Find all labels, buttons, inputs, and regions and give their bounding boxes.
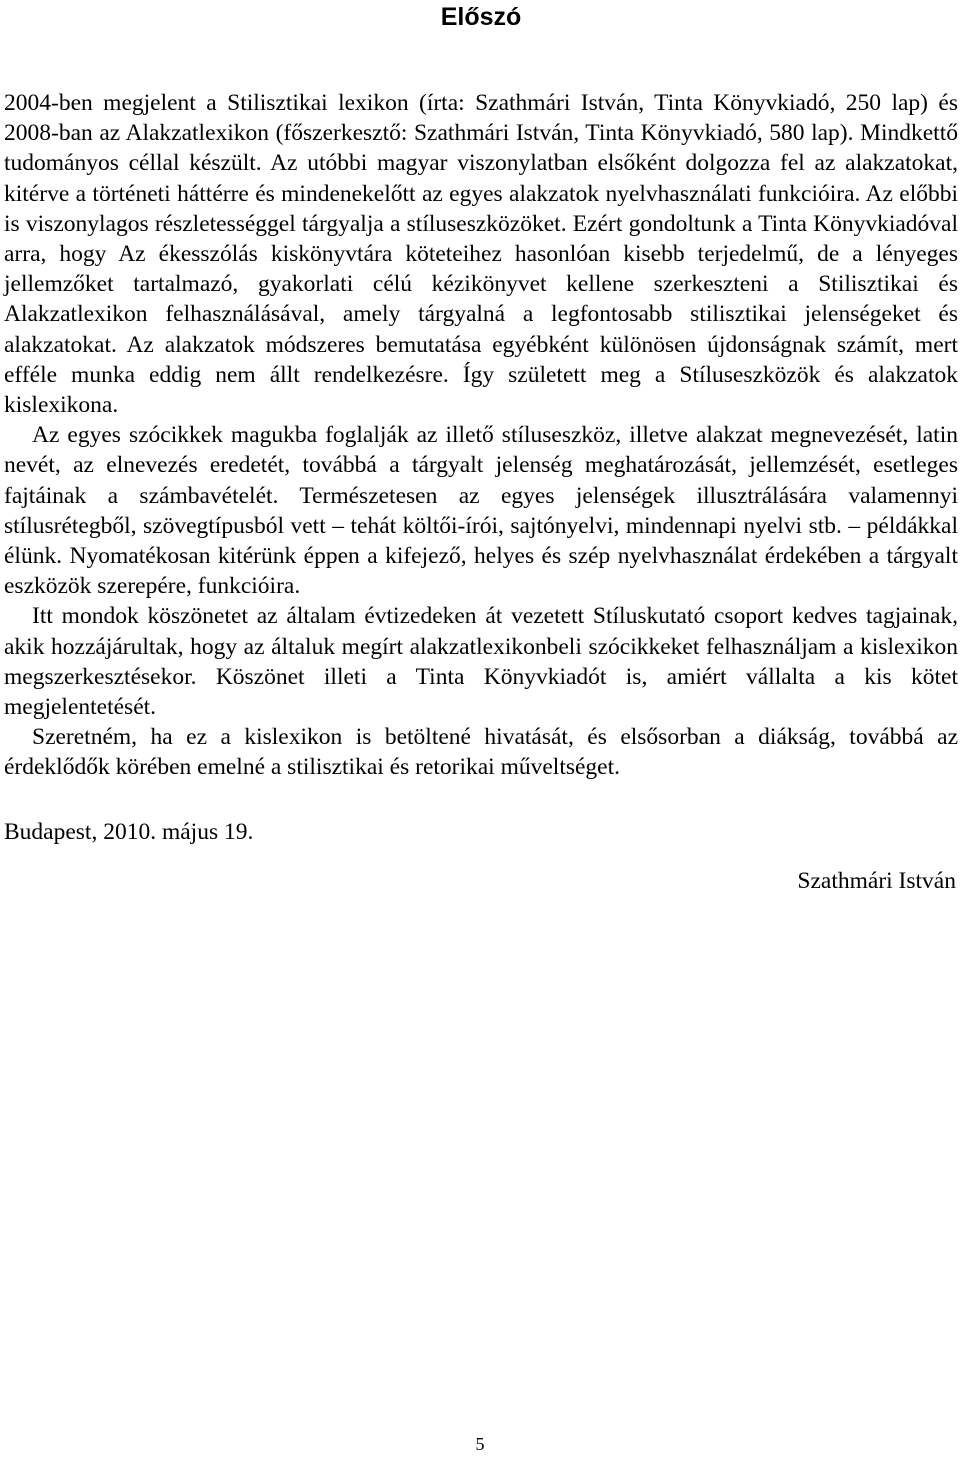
page-title: Előszó [440, 3, 522, 31]
paragraph-4: Szeretném, ha ez a kislexikon is betöltené hivatását, és elsősorban a diákság, továbbá az érdeklődők körében emelné a stilisztikai és retorikai műveltséget. [4, 724, 958, 781]
paragraph-1: 2004-ben megjelent a Stilisztikai lexikon (írta: Szathmári István, Tinta Könyvkiadó, 250 lap) és 2008-ban az Alakzatlexikon (főszerkesztő: Szathmári István, Tinta Könyvkiadó, 580 lap). Mindkettő tudományos céllal készült. Az utóbbi magyar viszonylatban elsőként dolgozza fel az alakzatokat, kitérve a történeti háttérre és mindenekelőtt az egyes alakzatok nyelvhasználati funkcióira. Az előbbi is viszonylagos részletességgel tárgyalja a stíluseszközöket. Ezért gondoltunk a Tinta Könyvkiadóval arra, hogy Az ékesszólás kiskönyvtára köteteihez hasonlóan kisebb terjedelmű, de a lényeges jellemzőket tartalmazó, gyakorlati célú kézikönyvet kellene szerkeszteni a Stilisztikai és Alakzatlexikon felhasználásával, amely tárgyalná a legfontosabb stilisztikai jelenségeket és alakzatokat. Az alakzatok módszeres bemutatása egyébként különösen újdonságnak számít, mert efféle munka eddig nem állt rendelkezésre. Így született meg a Stíluseszközök és alakzatok kislexikona. [4, 90, 958, 419]
preface-body [4, 88, 958, 783]
page-number: 5 [475, 1434, 485, 1454]
paragraph-2: Az egyes szócikkek magukba foglalják az illető stíluseszköz, illetve alakzat megnevezését, latin nevét, az elnevezés eredetét, továbbá a tárgyalt jelenség meghatározását, jellemzését, esetleges fajtáinak a számbavételét. Természetesen az egyes jelenségek illusztrálására valamennyi stílusrétegből, szövegtípusból vett – tehát költői-írói, sajtónyelvi, mindennapi nyelvi stb. – példákkal élünk. Nyomatékosan kitérünk éppen a kifejező, helyes és szép nyelvhasználat érdekében a tárgyalt eszközök szerepére, funkcióira. [4, 422, 958, 600]
author-signature: Szathmári István [797, 867, 956, 894]
paragraph-3: Itt mondok köszönetet az általam évtizedeken át vezetett Stíluskutató csoport kedves tagjainak, akik hozzájárultak, hogy az általuk megírt alakzatlexikonbeli szócikkeket felhasználjam a kislexikon megszerkesztésekor. Köszönet illeti a Tinta Könyvkiadót is, amiért vállalta a kis kötet megjelentetését. [4, 603, 958, 721]
document-page [4, 0, 958, 896]
place-date: Budapest, 2010. május 19. [4, 818, 254, 845]
